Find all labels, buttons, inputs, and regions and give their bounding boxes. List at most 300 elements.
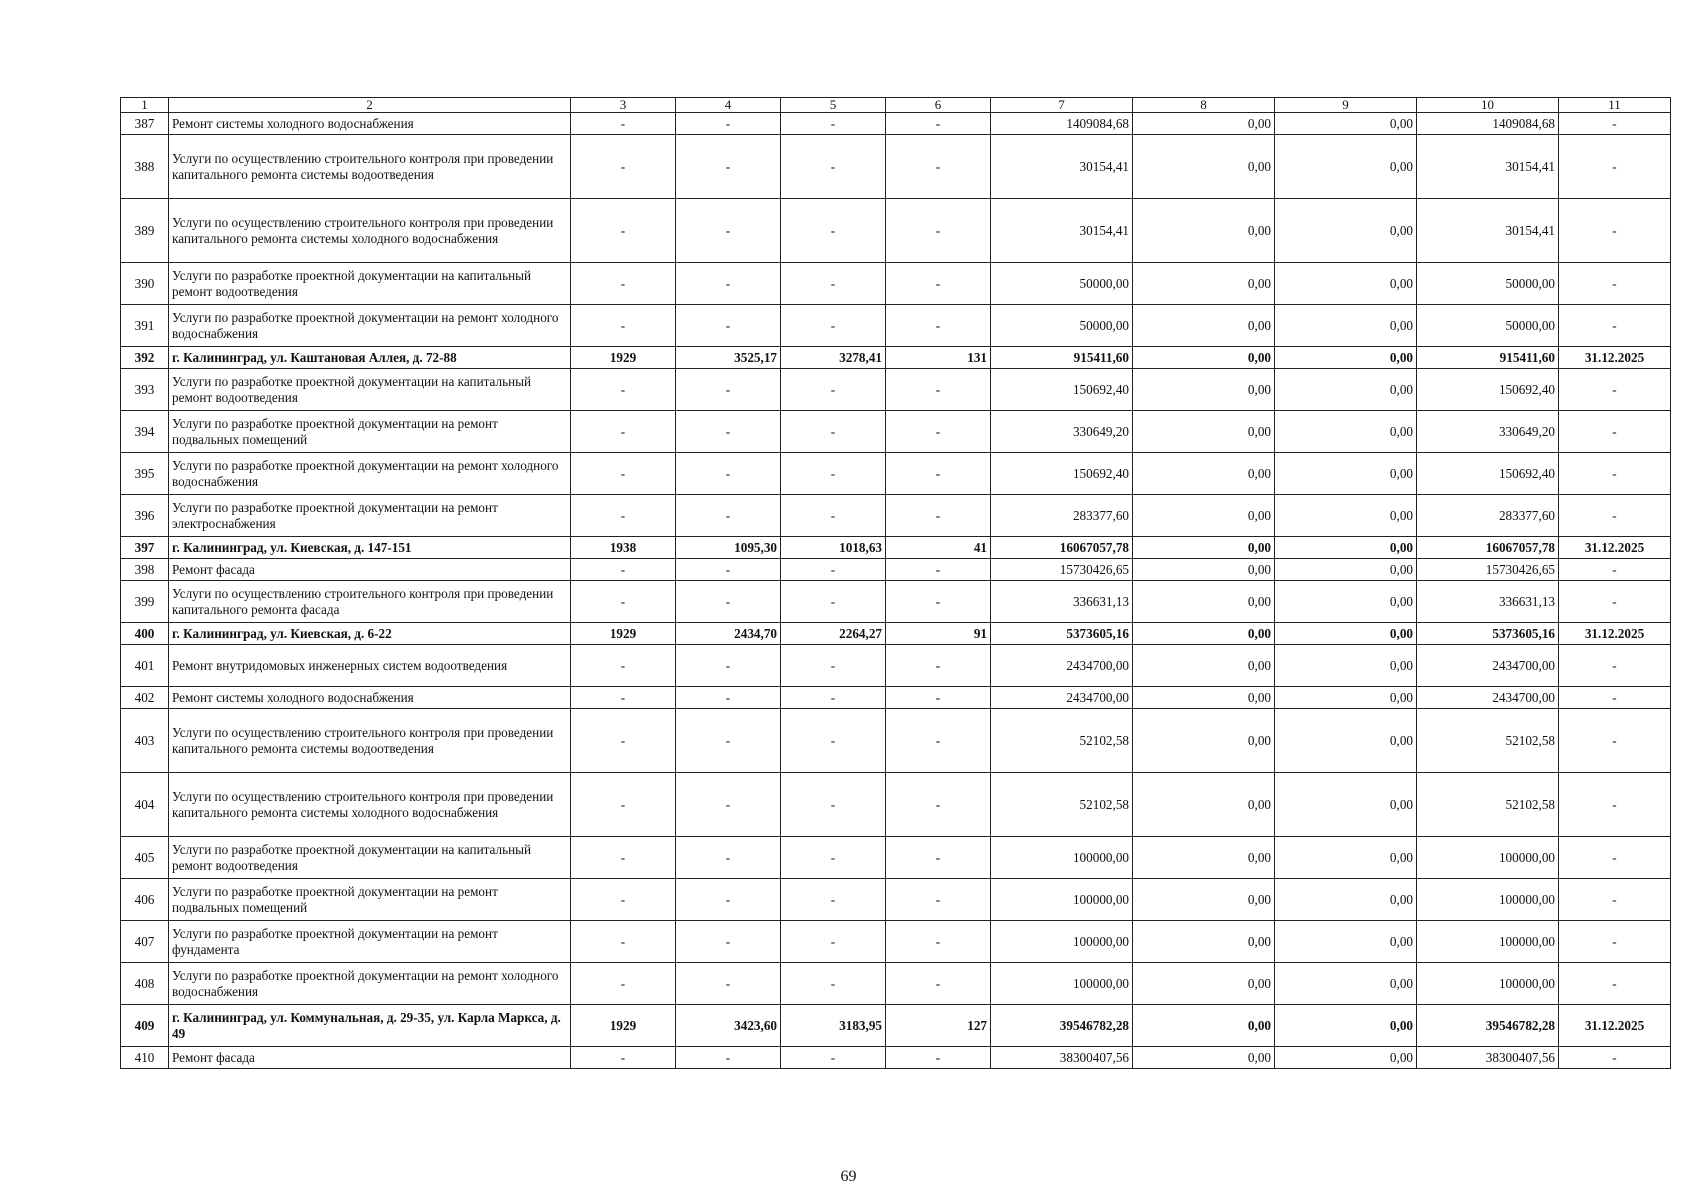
cell-c5: - (781, 837, 886, 879)
cell-c9: 0,00 (1275, 537, 1417, 559)
cell-c5: - (781, 709, 886, 773)
cell-c11: - (1559, 921, 1671, 963)
header-cell: 11 (1559, 98, 1671, 113)
cell-c7: 283377,60 (991, 495, 1133, 537)
cell-c7: 50000,00 (991, 263, 1133, 305)
document-sheet (120, 97, 1670, 1069)
cell-c11: - (1559, 135, 1671, 199)
cell-c5: 1018,63 (781, 537, 886, 559)
table-row (121, 495, 1671, 537)
table-row (121, 411, 1671, 453)
cell-name: Услуги по разработке проектной документации на ремонт холодного водоснабжения (169, 453, 571, 495)
cell-c5: - (781, 113, 886, 135)
cell-c8: 0,00 (1133, 559, 1275, 581)
cell-c3: - (571, 879, 676, 921)
cell-c11: - (1559, 645, 1671, 687)
cell-c11: - (1559, 581, 1671, 623)
header-cell: 8 (1133, 98, 1275, 113)
cell-c5: - (781, 453, 886, 495)
cell-c7: 150692,40 (991, 369, 1133, 411)
table-row (121, 263, 1671, 305)
cell-n: 400 (121, 623, 169, 645)
cell-c6: - (886, 135, 991, 199)
table-row (121, 453, 1671, 495)
cell-c10: 915411,60 (1417, 347, 1559, 369)
cell-c11: - (1559, 199, 1671, 263)
table-row (121, 921, 1671, 963)
cell-c10: 283377,60 (1417, 495, 1559, 537)
cell-c6: - (886, 559, 991, 581)
header-cell: 6 (886, 98, 991, 113)
cell-c11: - (1559, 263, 1671, 305)
table-row (121, 199, 1671, 263)
cell-n: 394 (121, 411, 169, 453)
cell-c3: - (571, 305, 676, 347)
cell-c11: - (1559, 369, 1671, 411)
cell-c7: 52102,58 (991, 773, 1133, 837)
cell-c9: 0,00 (1275, 559, 1417, 581)
cell-n: 405 (121, 837, 169, 879)
table-row (121, 537, 1671, 559)
cell-c9: 0,00 (1275, 113, 1417, 135)
cell-c4: - (676, 263, 781, 305)
cell-c9: 0,00 (1275, 921, 1417, 963)
cell-c6: - (886, 495, 991, 537)
cell-c4: - (676, 837, 781, 879)
cell-c7: 150692,40 (991, 453, 1133, 495)
cell-c6: - (886, 837, 991, 879)
cell-n: 407 (121, 921, 169, 963)
cell-c9: 0,00 (1275, 495, 1417, 537)
cell-c9: 0,00 (1275, 709, 1417, 773)
cell-c6: - (886, 305, 991, 347)
cell-n: 395 (121, 453, 169, 495)
cell-c6: - (886, 921, 991, 963)
cell-n: 399 (121, 581, 169, 623)
table-row (121, 559, 1671, 581)
header-cell: 9 (1275, 98, 1417, 113)
cell-n: 402 (121, 687, 169, 709)
cell-c10: 150692,40 (1417, 453, 1559, 495)
cell-c4: - (676, 559, 781, 581)
cell-c3: - (571, 559, 676, 581)
cell-c8: 0,00 (1133, 879, 1275, 921)
cell-c6: - (886, 963, 991, 1005)
cell-c11: - (1559, 305, 1671, 347)
cell-c4: - (676, 113, 781, 135)
cell-c8: 0,00 (1133, 135, 1275, 199)
table-row (121, 963, 1671, 1005)
cell-c9: 0,00 (1275, 135, 1417, 199)
cell-c10: 52102,58 (1417, 773, 1559, 837)
cell-c5: - (781, 135, 886, 199)
cell-c9: 0,00 (1275, 581, 1417, 623)
cell-c11: 31.12.2025 (1559, 347, 1671, 369)
table-row (121, 135, 1671, 199)
cell-c11: - (1559, 709, 1671, 773)
cell-n: 409 (121, 1005, 169, 1047)
cell-c10: 15730426,65 (1417, 559, 1559, 581)
cell-c3: - (571, 645, 676, 687)
cell-c6: - (886, 709, 991, 773)
cell-n: 391 (121, 305, 169, 347)
cell-c8: 0,00 (1133, 709, 1275, 773)
cell-c3: - (571, 199, 676, 263)
cell-c5: - (781, 645, 886, 687)
cell-c3: - (571, 837, 676, 879)
cell-c8: 0,00 (1133, 1005, 1275, 1047)
header-cell: 7 (991, 98, 1133, 113)
cell-c10: 100000,00 (1417, 921, 1559, 963)
cell-c5: - (781, 773, 886, 837)
cell-c11: - (1559, 963, 1671, 1005)
cell-c4: - (676, 1047, 781, 1069)
cell-name: г. Калининград, ул. Киевская, д. 6-22 (169, 623, 571, 645)
header-cell: 3 (571, 98, 676, 113)
cell-c10: 2434700,00 (1417, 645, 1559, 687)
cell-c7: 1409084,68 (991, 113, 1133, 135)
header-cell: 10 (1417, 98, 1559, 113)
cell-c10: 50000,00 (1417, 263, 1559, 305)
cell-c3: 1929 (571, 1005, 676, 1047)
cell-c6: - (886, 581, 991, 623)
cell-c7: 100000,00 (991, 879, 1133, 921)
cell-c11: - (1559, 113, 1671, 135)
cell-c10: 330649,20 (1417, 411, 1559, 453)
cell-c6: - (886, 687, 991, 709)
cell-c4: - (676, 687, 781, 709)
cell-n: 392 (121, 347, 169, 369)
cell-c11: - (1559, 687, 1671, 709)
cell-c4: - (676, 199, 781, 263)
cell-c4: - (676, 135, 781, 199)
cell-c8: 0,00 (1133, 305, 1275, 347)
cell-c10: 100000,00 (1417, 879, 1559, 921)
cell-name: Услуги по разработке проектной документации на капитальный ремонт водоотведения (169, 369, 571, 411)
cell-name: Ремонт фасада (169, 559, 571, 581)
cell-name: Услуги по разработке проектной документации на капитальный ремонт водоотведения (169, 263, 571, 305)
cell-n: 410 (121, 1047, 169, 1069)
cell-c10: 52102,58 (1417, 709, 1559, 773)
cell-c3: - (571, 411, 676, 453)
cell-n: 408 (121, 963, 169, 1005)
cell-c4: - (676, 921, 781, 963)
cell-c3: - (571, 1047, 676, 1069)
cell-c11: - (1559, 837, 1671, 879)
cell-c8: 0,00 (1133, 645, 1275, 687)
cell-c11: - (1559, 453, 1671, 495)
header-cell: 4 (676, 98, 781, 113)
cell-c3: - (571, 581, 676, 623)
cell-name: Ремонт системы холодного водоснабжения (169, 113, 571, 135)
cell-c3: - (571, 263, 676, 305)
cell-c7: 50000,00 (991, 305, 1133, 347)
cell-c6: - (886, 773, 991, 837)
cell-c5: - (781, 687, 886, 709)
header-cell: 1 (121, 98, 169, 113)
cell-name: Услуги по осуществлению строительного контроля при проведении капитального ремонта системы холодного водоснабжения (169, 773, 571, 837)
cell-c7: 39546782,28 (991, 1005, 1133, 1047)
cell-c10: 50000,00 (1417, 305, 1559, 347)
cell-c8: 0,00 (1133, 411, 1275, 453)
table-row (121, 837, 1671, 879)
cell-c5: - (781, 495, 886, 537)
cell-c11: - (1559, 411, 1671, 453)
cell-c8: 0,00 (1133, 347, 1275, 369)
cell-c11: - (1559, 1047, 1671, 1069)
cell-c5: - (781, 581, 886, 623)
cell-c6: - (886, 411, 991, 453)
cell-name: Услуги по разработке проектной документации на ремонт подвальных помещений (169, 879, 571, 921)
cell-c9: 0,00 (1275, 963, 1417, 1005)
table-row (121, 113, 1671, 135)
cell-c7: 30154,41 (991, 135, 1133, 199)
header-cell: 5 (781, 98, 886, 113)
table-row (121, 1005, 1671, 1047)
cell-c8: 0,00 (1133, 495, 1275, 537)
cell-c9: 0,00 (1275, 879, 1417, 921)
cell-c8: 0,00 (1133, 773, 1275, 837)
cell-c3: - (571, 369, 676, 411)
cell-name: Услуги по разработке проектной документации на ремонт электроснабжения (169, 495, 571, 537)
cell-c3: 1929 (571, 347, 676, 369)
cell-c7: 100000,00 (991, 963, 1133, 1005)
cell-c10: 336631,13 (1417, 581, 1559, 623)
cell-c6: - (886, 453, 991, 495)
cell-c10: 1409084,68 (1417, 113, 1559, 135)
cell-c9: 0,00 (1275, 305, 1417, 347)
cell-c10: 16067057,78 (1417, 537, 1559, 559)
cell-c3: - (571, 921, 676, 963)
table-row (121, 1047, 1671, 1069)
cell-c3: - (571, 773, 676, 837)
cell-c11: 31.12.2025 (1559, 623, 1671, 645)
cell-c9: 0,00 (1275, 1005, 1417, 1047)
cell-c10: 39546782,28 (1417, 1005, 1559, 1047)
cell-c10: 5373605,16 (1417, 623, 1559, 645)
cell-c9: 0,00 (1275, 453, 1417, 495)
cell-c5: 3278,41 (781, 347, 886, 369)
cell-c9: 0,00 (1275, 773, 1417, 837)
cell-c6: - (886, 879, 991, 921)
cell-c8: 0,00 (1133, 581, 1275, 623)
cell-c5: - (781, 1047, 886, 1069)
table-row (121, 687, 1671, 709)
header-cell: 2 (169, 98, 571, 113)
table-row (121, 623, 1671, 645)
cell-n: 398 (121, 559, 169, 581)
cell-name: Услуги по разработке проектной документации на ремонт фундамента (169, 921, 571, 963)
cell-c8: 0,00 (1133, 623, 1275, 645)
cell-name: Ремонт системы холодного водоснабжения (169, 687, 571, 709)
cell-c8: 0,00 (1133, 369, 1275, 411)
cell-c8: 0,00 (1133, 837, 1275, 879)
cell-c4: - (676, 369, 781, 411)
cell-c10: 30154,41 (1417, 135, 1559, 199)
cell-c3: - (571, 453, 676, 495)
cell-c6: - (886, 113, 991, 135)
cell-c10: 100000,00 (1417, 837, 1559, 879)
cell-c5: - (781, 305, 886, 347)
cell-c9: 0,00 (1275, 347, 1417, 369)
cell-c11: - (1559, 879, 1671, 921)
cell-n: 397 (121, 537, 169, 559)
cell-name: Ремонт фасада (169, 1047, 571, 1069)
cell-c6: - (886, 645, 991, 687)
cell-c3: - (571, 135, 676, 199)
cell-c7: 38300407,56 (991, 1047, 1133, 1069)
cell-c4: - (676, 495, 781, 537)
cell-c4: - (676, 453, 781, 495)
cell-n: 404 (121, 773, 169, 837)
cell-n: 396 (121, 495, 169, 537)
cell-c7: 330649,20 (991, 411, 1133, 453)
cell-name: Услуги по разработке проектной документации на ремонт подвальных помещений (169, 411, 571, 453)
cell-c4: - (676, 581, 781, 623)
cell-c4: - (676, 963, 781, 1005)
cell-c8: 0,00 (1133, 537, 1275, 559)
cell-c5: - (781, 199, 886, 263)
cell-c3: - (571, 113, 676, 135)
cell-c8: 0,00 (1133, 1047, 1275, 1069)
cell-c7: 2434700,00 (991, 645, 1133, 687)
table-row (121, 369, 1671, 411)
table-row (121, 879, 1671, 921)
cell-c5: - (781, 263, 886, 305)
cell-c9: 0,00 (1275, 1047, 1417, 1069)
cell-n: 393 (121, 369, 169, 411)
cell-c8: 0,00 (1133, 453, 1275, 495)
cell-c11: - (1559, 773, 1671, 837)
cell-n: 387 (121, 113, 169, 135)
cell-c4: 2434,70 (676, 623, 781, 645)
cell-c4: - (676, 305, 781, 347)
page-number: 69 (840, 1168, 857, 1185)
cell-c7: 16067057,78 (991, 537, 1133, 559)
cell-c6: 91 (886, 623, 991, 645)
cell-c9: 0,00 (1275, 837, 1417, 879)
cell-n: 401 (121, 645, 169, 687)
cell-c5: - (781, 559, 886, 581)
cell-c6: - (886, 199, 991, 263)
table-row (121, 581, 1671, 623)
cell-c9: 0,00 (1275, 645, 1417, 687)
cell-name: Услуги по разработке проектной документации на капитальный ремонт водоотведения (169, 837, 571, 879)
cell-c9: 0,00 (1275, 263, 1417, 305)
table-body (121, 113, 1671, 1069)
cell-c11: - (1559, 559, 1671, 581)
cell-c4: - (676, 645, 781, 687)
cell-c9: 0,00 (1275, 411, 1417, 453)
cell-c10: 100000,00 (1417, 963, 1559, 1005)
table-row (121, 305, 1671, 347)
cell-c8: 0,00 (1133, 113, 1275, 135)
cell-name: г. Калининград, ул. Киевская, д. 147-151 (169, 537, 571, 559)
cell-n: 389 (121, 199, 169, 263)
cell-c8: 0,00 (1133, 921, 1275, 963)
cell-c9: 0,00 (1275, 199, 1417, 263)
cell-c10: 2434700,00 (1417, 687, 1559, 709)
cell-c8: 0,00 (1133, 687, 1275, 709)
cell-c7: 2434700,00 (991, 687, 1133, 709)
cell-c5: - (781, 963, 886, 1005)
cell-c11: 31.12.2025 (1559, 1005, 1671, 1047)
cell-c7: 336631,13 (991, 581, 1133, 623)
cell-c3: - (571, 687, 676, 709)
cell-c7: 30154,41 (991, 199, 1133, 263)
table-row (121, 347, 1671, 369)
table-row (121, 645, 1671, 687)
data-table (120, 97, 1671, 1069)
cell-n: 390 (121, 263, 169, 305)
cell-name: г. Калининград, ул. Коммунальная, д. 29-35, ул. Карла Маркса, д. 49 (169, 1005, 571, 1047)
cell-c4: - (676, 879, 781, 921)
cell-c6: - (886, 369, 991, 411)
cell-c7: 100000,00 (991, 921, 1133, 963)
cell-c4: 1095,30 (676, 537, 781, 559)
cell-c6: 131 (886, 347, 991, 369)
cell-c3: - (571, 495, 676, 537)
cell-c9: 0,00 (1275, 623, 1417, 645)
cell-name: г. Калининград, ул. Каштановая Аллея, д. 72-88 (169, 347, 571, 369)
cell-name: Услуги по осуществлению строительного контроля при проведении капитального ремонта системы водоотведения (169, 135, 571, 199)
cell-name: Услуги по осуществлению строительного контроля при проведении капитального ремонта фасада (169, 581, 571, 623)
cell-c10: 38300407,56 (1417, 1047, 1559, 1069)
table-row (121, 709, 1671, 773)
cell-c4: 3423,60 (676, 1005, 781, 1047)
cell-c7: 915411,60 (991, 347, 1133, 369)
cell-c4: - (676, 773, 781, 837)
cell-c5: 2264,27 (781, 623, 886, 645)
cell-name: Ремонт внутридомовых инженерных систем водоотведения (169, 645, 571, 687)
cell-c7: 100000,00 (991, 837, 1133, 879)
cell-c11: 31.12.2025 (1559, 537, 1671, 559)
cell-c11: - (1559, 495, 1671, 537)
cell-c6: - (886, 263, 991, 305)
cell-c4: 3525,17 (676, 347, 781, 369)
cell-n: 403 (121, 709, 169, 773)
cell-c8: 0,00 (1133, 199, 1275, 263)
cell-c6: - (886, 1047, 991, 1069)
cell-c3: 1929 (571, 623, 676, 645)
cell-c5: - (781, 411, 886, 453)
cell-c3: - (571, 963, 676, 1005)
cell-name: Услуги по разработке проектной документации на ремонт холодного водоснабжения (169, 305, 571, 347)
cell-c6: 41 (886, 537, 991, 559)
cell-c5: - (781, 369, 886, 411)
cell-name: Услуги по осуществлению строительного контроля при проведении капитального ремонта системы водоотведения (169, 709, 571, 773)
cell-c6: 127 (886, 1005, 991, 1047)
cell-c9: 0,00 (1275, 687, 1417, 709)
cell-c7: 15730426,65 (991, 559, 1133, 581)
cell-c7: 52102,58 (991, 709, 1133, 773)
table-row (121, 773, 1671, 837)
cell-c3: - (571, 709, 676, 773)
cell-name: Услуги по осуществлению строительного контроля при проведении капитального ремонта системы холодного водоснабжения (169, 199, 571, 263)
cell-c3: 1938 (571, 537, 676, 559)
cell-c5: - (781, 879, 886, 921)
cell-c4: - (676, 411, 781, 453)
column-number-header (121, 98, 1671, 113)
cell-n: 406 (121, 879, 169, 921)
cell-c8: 0,00 (1133, 263, 1275, 305)
cell-c5: 3183,95 (781, 1005, 886, 1047)
cell-c4: - (676, 709, 781, 773)
cell-c10: 30154,41 (1417, 199, 1559, 263)
cell-c10: 150692,40 (1417, 369, 1559, 411)
cell-c9: 0,00 (1275, 369, 1417, 411)
cell-c7: 5373605,16 (991, 623, 1133, 645)
